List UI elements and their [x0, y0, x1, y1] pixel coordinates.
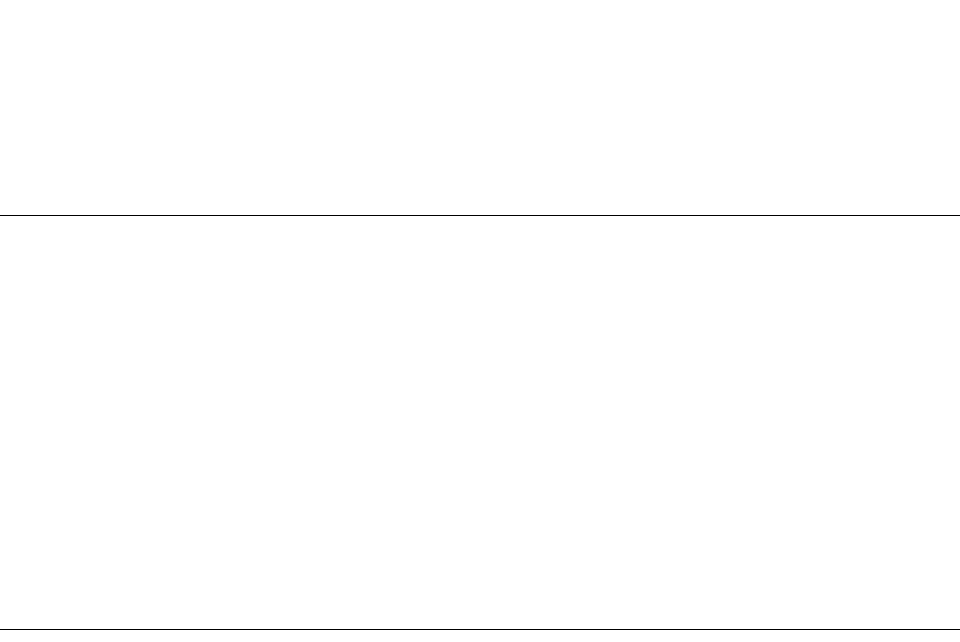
footer-divider: [0, 629, 960, 630]
header-divider: [0, 215, 960, 216]
